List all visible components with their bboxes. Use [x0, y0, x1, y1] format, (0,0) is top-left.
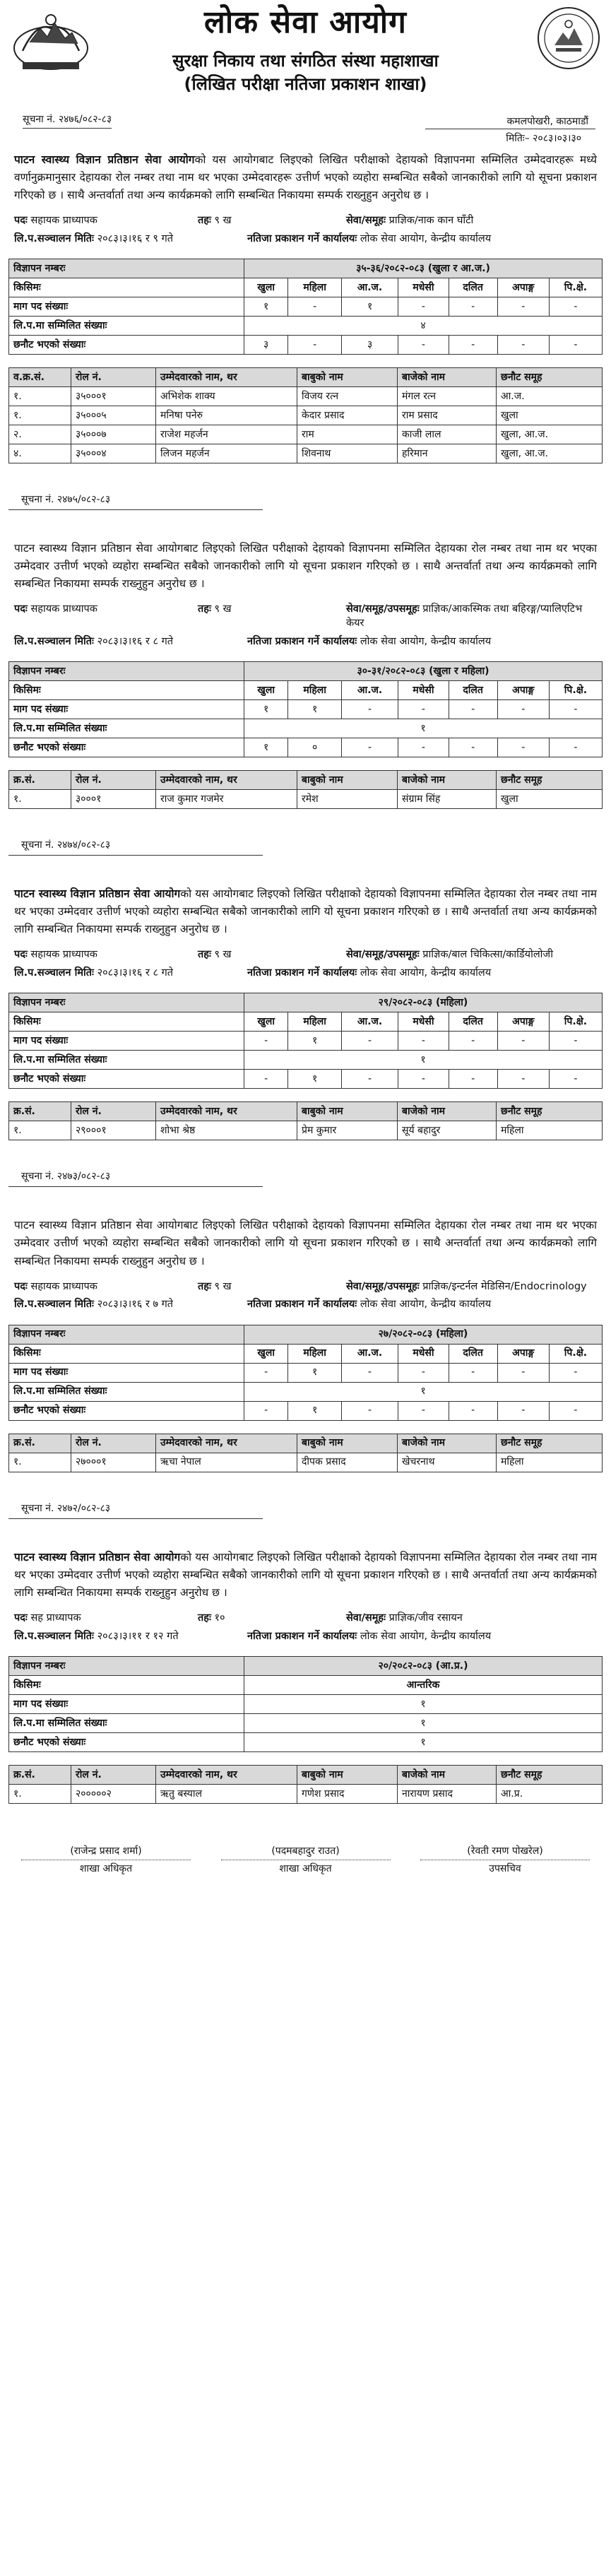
result-col-header: उम्मेदवारको नाम, थर	[156, 368, 297, 387]
demand-cell: -	[449, 1032, 497, 1051]
result-col-header: बाबुको नाम	[297, 1766, 398, 1785]
category-row	[9, 278, 603, 297]
selected-cell: -	[288, 336, 342, 355]
category-label: किसिमः	[9, 278, 244, 297]
result-col-header: छनौट समूह	[497, 1102, 603, 1121]
demand-cell: १	[244, 1695, 603, 1714]
result-col-header: रोल नं.	[71, 1434, 156, 1453]
group-cell: खुला	[497, 790, 603, 809]
grandfather-name-cell: मंगल रत्न	[398, 387, 497, 406]
org-branch: (लिखित परीक्षा नतिजा प्रकाशन शाखा)	[184, 74, 427, 94]
result-col-header: बाबुको नाम	[297, 1102, 398, 1121]
table-row	[9, 1453, 603, 1472]
result-col-header: रोल नं.	[71, 1766, 156, 1785]
ad-number-label: विज्ञापन नम्बरः	[9, 1325, 244, 1344]
demand-cell: -	[549, 700, 602, 719]
demand-cell: -	[398, 700, 449, 719]
advertisement-table	[8, 259, 603, 355]
result-table	[8, 367, 603, 463]
demand-cell: -	[244, 1032, 288, 1051]
attended-value: ४	[244, 317, 603, 336]
result-table	[8, 1434, 603, 1472]
notice-section	[0, 822, 611, 1140]
ad-number-label: विज्ञापन नम्बरः	[9, 259, 244, 278]
signature	[221, 1845, 391, 1876]
signatory-name: (पदमबहादुर राउत)	[221, 1845, 391, 1860]
demand-cell: -	[497, 700, 549, 719]
selected-row	[9, 336, 603, 355]
notice-section	[0, 476, 611, 809]
category-cell: दलित	[449, 681, 497, 700]
father-name-cell: विजय रत्न	[297, 387, 398, 406]
category-cell: खुला	[244, 681, 288, 700]
selected-cell: ३	[341, 336, 398, 355]
ad-number-row	[9, 1325, 603, 1344]
notice-meta	[8, 113, 603, 129]
demand-cell: -	[497, 297, 549, 317]
notice-date: मितिः– २०८३।०३।३०	[425, 129, 595, 150]
category-cell: पि.क्षे.	[549, 1344, 602, 1363]
ad-number-row	[9, 259, 603, 278]
post-info: पदः सहायक प्राध्यापक तहः ९ ख सेवा/समूह/उपसमूहः प्राज्ञिक/बाल चिकित्सा/कार्डियोलोजी	[14, 949, 553, 961]
signature-block	[0, 1816, 611, 1876]
notice-number: सूचना नं. २४७२/०८२-८३	[8, 1485, 263, 1519]
selected-label: छनौट भएको संख्याः	[9, 738, 244, 757]
category-label: किसिमः	[9, 1012, 244, 1032]
result-col-header: क्र.सं.	[9, 1766, 71, 1785]
roll-cell: ३५०००७	[71, 425, 156, 444]
grandfather-name-cell: काजी लाल	[398, 425, 497, 444]
candidate-name-cell: मनिषा पनेरु	[156, 406, 297, 425]
table-row	[9, 444, 603, 463]
category-cell: पि.क्षे.	[549, 278, 602, 297]
selected-cell: -	[398, 336, 449, 355]
group-cell: खुला, आ.ज.	[497, 444, 603, 463]
notice-number: सूचना नं. २४७४/०८२-८३	[8, 822, 263, 856]
category-row	[9, 1676, 603, 1695]
post-info: पदः सहायक प्राध्यापक तहः ९ ख सेवा/समूह/उपसमूहः प्राज्ञिक/इन्टर्नल मेडिसिन/Endocrinology	[14, 1280, 587, 1292]
category-cell: मधेसी	[398, 278, 449, 297]
result-col-header: बाजेको नाम	[398, 771, 497, 790]
advertisement-table	[8, 1325, 603, 1421]
father-name-cell: रमेश	[297, 790, 398, 809]
selected-cell: १	[288, 1401, 342, 1420]
candidate-name-cell: राजेश महर्जन	[156, 425, 297, 444]
notice-section	[0, 1153, 611, 1472]
category-cell: अपाङ्ग	[497, 1012, 549, 1032]
result-table	[8, 1101, 603, 1140]
category-cell: खुला	[244, 1344, 288, 1363]
attended-row	[9, 1051, 603, 1070]
demand-cell: -	[288, 297, 342, 317]
demand-cell: १	[341, 297, 398, 317]
demand-label: माग पद संख्याः	[9, 1695, 244, 1714]
candidate-name-cell: ऋतु बस्याल	[156, 1785, 297, 1804]
selected-cell: -	[341, 738, 398, 757]
father-name-cell: राम	[297, 425, 398, 444]
exam-info: लि.प.सञ्चालन मितिः २०८३।३।१६ र ९ गते नतिजा प्रकाशन गर्ने कार्यालयः लोक सेवा आयोग, केन्द्रीय कार्यालय	[14, 232, 492, 244]
notice-number: सूचना नं. २४७३/०८२-८३	[8, 1153, 263, 1187]
result-header-row	[9, 368, 603, 387]
demand-cell: १	[288, 1363, 342, 1382]
selected-cell: १	[244, 1733, 603, 1752]
category-cell: खुला	[244, 278, 288, 297]
ad-number-value: २९/२०८२-०८३ (महिला)	[244, 993, 603, 1012]
category-label: किसिमः	[9, 681, 244, 700]
org-title: लोक सेवा आयोग	[204, 4, 407, 40]
attended-row	[9, 317, 603, 336]
signatory-name: (रेवती रमण पोखरेल)	[420, 1845, 590, 1860]
demand-cell: १	[244, 700, 288, 719]
serial-cell: १.	[9, 406, 71, 425]
category-row	[9, 1344, 603, 1363]
selected-cell: -	[244, 1070, 288, 1089]
category-cell: अपाङ्ग	[497, 681, 549, 700]
attended-label: लि.प.मा सम्मिलित संख्याः	[9, 1382, 244, 1401]
exam-info: लि.प.सञ्चालन मितिः २०८३।३।१६ र ८ गते नतिजा प्रकाशन गर्ने कार्यालयः लोक सेवा आयोग, केन्द्रीय कार्यालय	[14, 635, 492, 647]
selected-cell: -	[244, 1401, 288, 1420]
attended-row	[9, 719, 603, 738]
result-col-header: क्र.सं.	[9, 1102, 71, 1121]
grandfather-name-cell: संग्राम सिंह	[398, 790, 497, 809]
result-col-header: छनौट समूह	[497, 771, 603, 790]
signature	[21, 1845, 191, 1876]
grandfather-name-cell: राम प्रसाद	[398, 406, 497, 425]
category-cell: दलित	[449, 1012, 497, 1032]
result-col-header: बाबुको नाम	[297, 771, 398, 790]
commission-seal-icon	[536, 6, 601, 71]
category-cell: अपाङ्ग	[497, 1344, 549, 1363]
result-col-header: उम्मेदवारको नाम, थर	[156, 1102, 297, 1121]
result-col-header: बाजेको नाम	[398, 368, 497, 387]
notice-body: पाटन स्वास्थ्य विज्ञान प्रतिष्ठान सेवा आयोगबाट लिइएको लिखित परीक्षाको देहायको विज्ञापनमा सम्मिलित देहायका रोल नम्बर तथा नाम थर भएका उम्मेदवार उत्तीर्ण भएको व्यहोरा सम्बन्धित सबैको जानकारीको लागि यो सूचना प्रकाशन गरिएको छ । साथै अन्तर्वार्ता तथा अन्य कार्यक्रमको लागि सम्बन्धित निकायमा सम्पर्क राख्नुहुन अनुरोध छ ।	[14, 1219, 597, 1268]
notice-body: पाटन स्वास्थ्य विज्ञान प्रतिष्ठान सेवा आयोगको यस आयोगबाट लिइएको लिखित परीक्षाको देहायको विज्ञापनमा सम्मिलित देहायका रोल नम्बर तथा नाम थर भएका उम्मेदवार उत्तीर्ण भएको व्यहोरा सम्बन्धित सबैको जानकारीको लागि यो सूचना प्रकाशन गरिएको छ । साथै अन्तर्वार्ता तथा अन्य कार्यक्रमको लागि सम्बन्धित निकायमा सम्पर्क राख्नुहुन अनुरोध छ ।	[14, 1550, 598, 1599]
father-name-cell: शिवनाथ	[297, 444, 398, 463]
attended-value: १	[244, 1051, 603, 1070]
advertisement-table	[8, 661, 603, 757]
selected-label: छनौट भएको संख्याः	[9, 1733, 244, 1752]
demand-cell: -	[398, 1363, 449, 1382]
selected-cell: १	[288, 1070, 342, 1089]
selected-cell: -	[497, 738, 549, 757]
selected-row	[9, 1070, 603, 1089]
roll-cell: ३५०००५	[71, 406, 156, 425]
advertisement-table	[8, 1656, 603, 1752]
ad-number-value: ३०-३१/२०८२-०८३ (खुला र महिला)	[244, 662, 603, 681]
attended-row	[9, 1382, 603, 1401]
category-cell: महिला	[288, 681, 342, 700]
result-col-header: उम्मेदवारको नाम, थर	[156, 1766, 297, 1785]
grandfather-name-cell: हरिमान	[398, 444, 497, 463]
result-header-row	[9, 1102, 603, 1121]
category-cell: आ.ज.	[341, 681, 398, 700]
serial-cell: २.	[9, 425, 71, 444]
notice-number: सूचना नं. २४७५/०८२-८३	[8, 476, 263, 510]
category-cell: आ.ज.	[341, 278, 398, 297]
category-cell: पि.क्षे.	[549, 1012, 602, 1032]
ad-number-value: २७/२०८२-०८३ (महिला)	[244, 1325, 603, 1344]
category-cell: महिला	[288, 278, 342, 297]
category-cell: दलित	[449, 1344, 497, 1363]
result-col-header: रोल नं.	[71, 1102, 156, 1121]
selected-row	[9, 1733, 603, 1752]
table-row	[9, 406, 603, 425]
post-info: पदः सह प्राध्यापक तहः १० सेवा/समूहः प्राज्ञिक/जीव रसायन	[14, 1612, 463, 1624]
notice-body: पाटन स्वास्थ्य विज्ञान प्रतिष्ठान सेवा आयोगको यस आयोगबाट लिइएको लिखित परीक्षाको देहायको विज्ञापनमा सम्मिलित उम्मेदवारहरू मध्ये वर्णानुक्रमानुसार देहायका रोल नम्बर तथा नाम थर भएका उम्मेदवारहरू उत्तीर्ण भएको व्यहोरा सम्बन्धित सबैको जानकारीको लागि यो सूचना प्रकाशन गरिएको छ । साथै अन्तर्वार्ता तथा अन्य कार्यक्रमको लागि सम्बन्धित निकायमा सम्पर्क राख्नुहुन अनुरोध छ ।	[14, 153, 597, 201]
selected-cell: -	[398, 1070, 449, 1089]
ad-number-row	[9, 662, 603, 681]
selected-cell: -	[497, 336, 549, 355]
demand-cell: -	[549, 1363, 602, 1382]
category-label: किसिमः	[9, 1676, 244, 1695]
result-col-header: उम्मेदवारको नाम, थर	[156, 1434, 297, 1453]
demand-row	[9, 1695, 603, 1714]
demand-cell: -	[497, 1363, 549, 1382]
demand-cell: १	[244, 297, 288, 317]
category-cell: आ.ज.	[341, 1012, 398, 1032]
result-col-header: बाजेको नाम	[398, 1102, 497, 1121]
attended-value: १	[244, 719, 603, 738]
selected-cell: ०	[288, 738, 342, 757]
result-col-header: छनौट समूह	[497, 368, 603, 387]
selected-cell: -	[549, 738, 602, 757]
grandfather-name-cell: नारायण प्रसाद	[398, 1785, 497, 1804]
group-cell: आ.ज.	[497, 387, 603, 406]
selected-cell: -	[549, 336, 602, 355]
selected-cell: ३	[244, 336, 288, 355]
table-row	[9, 790, 603, 809]
ad-number-row	[9, 993, 603, 1012]
attended-value: १	[244, 1714, 603, 1733]
group-cell: महिला	[497, 1121, 603, 1140]
demand-row	[9, 1032, 603, 1051]
selected-cell: -	[497, 1070, 549, 1089]
serial-cell: १.	[9, 1785, 71, 1804]
serial-cell: १.	[9, 1453, 71, 1472]
ad-number-label: विज्ञापन नम्बरः	[9, 993, 244, 1012]
demand-row	[9, 1363, 603, 1382]
roll-cell: २७०००१	[71, 1453, 156, 1472]
org-subtitle: सुरक्षा निकाय तथा संगठित संस्था महाशाखा	[172, 51, 439, 71]
serial-cell: १.	[9, 790, 71, 809]
category-label: किसिमः	[9, 1344, 244, 1363]
result-col-header: बाबुको नाम	[297, 1434, 398, 1453]
result-col-header: व.क्र.सं.	[9, 368, 71, 387]
selected-cell: -	[398, 1401, 449, 1420]
demand-label: माग पद संख्याः	[9, 1363, 244, 1382]
table-row	[9, 425, 603, 444]
result-col-header: छनौट समूह	[497, 1434, 603, 1453]
selected-label: छनौट भएको संख्याः	[9, 1070, 244, 1089]
attended-label: लि.प.मा सम्मिलित संख्याः	[9, 1051, 244, 1070]
category-cell: दलित	[449, 278, 497, 297]
category-cell: आन्तरिक	[244, 1676, 603, 1695]
demand-cell: -	[497, 1032, 549, 1051]
selected-cell: -	[341, 1401, 398, 1420]
roll-cell: ३५०००१	[71, 387, 156, 406]
result-table	[8, 770, 603, 809]
ad-number-value: २०/२०८२-०८३ (आ.प्र.)	[244, 1657, 603, 1676]
ad-number-label: विज्ञापन नम्बरः	[9, 1657, 244, 1676]
attended-row	[9, 1714, 603, 1733]
candidate-name-cell: ऋचा नेपाल	[156, 1453, 297, 1472]
selected-cell: -	[341, 1070, 398, 1089]
category-row	[9, 1012, 603, 1032]
father-name-cell: केदार प्रसाद	[297, 406, 398, 425]
demand-cell: १	[288, 1032, 342, 1051]
result-col-header: रोल नं.	[71, 368, 156, 387]
roll-cell: ३५०००४	[71, 444, 156, 463]
grandfather-name-cell: सूर्य बहादुर	[398, 1121, 497, 1140]
notice-body: पाटन स्वास्थ्य विज्ञान प्रतिष्ठान सेवा आयोगबाट लिइएको लिखित परीक्षाको देहायको विज्ञापनमा सम्मिलित देहायका रोल नम्बर तथा नाम थर भएका उम्मेदवार उत्तीर्ण भएको व्यहोरा सम्बन्धित सबैको जानकारीको लागि यो सूचना प्रकाशन गरिएको छ । साथै अन्तर्वार्ता तथा अन्य कार्यक्रमको लागि सम्बन्धित निकायमा सम्पर्क राख्नुहुन अनुरोध छ ।	[14, 542, 597, 591]
category-cell: खुला	[244, 1012, 288, 1032]
category-cell: मधेसी	[398, 1344, 449, 1363]
selected-cell: -	[449, 1401, 497, 1420]
office-place: कमलपोखरी, काठमाडौं	[506, 116, 588, 127]
roll-cell: २९०००१	[71, 1121, 156, 1140]
selected-cell: -	[449, 738, 497, 757]
demand-cell: -	[549, 1032, 602, 1051]
category-cell: महिला	[288, 1012, 342, 1032]
group-cell: आ.प्र.	[497, 1785, 603, 1804]
notice-section	[0, 1485, 611, 1804]
roll-cell: ३०००१	[71, 790, 156, 809]
notice-body: पाटन स्वास्थ्य विज्ञान प्रतिष्ठान सेवा आयोगको यस आयोगबाट लिइएको लिखित परीक्षाको देहायको विज्ञापनमा सम्मिलित देहायका रोल नम्बर तथा नाम थर भएका उम्मेदवार उत्तीर्ण भएको व्यहोरा सम्बन्धित सबैको जानकारीको लागि यो सूचना प्रकाशन गरिएको छ । साथै अन्तर्वार्ता तथा अन्य कार्यक्रमको लागि सम्बन्धित निकायमा सम्पर्क राख्नुहुन अनुरोध छ ।	[14, 887, 598, 936]
ad-number-label: विज्ञापन नम्बरः	[9, 662, 244, 681]
attended-label: लि.प.मा सम्मिलित संख्याः	[9, 317, 244, 336]
result-header-row	[9, 1434, 603, 1453]
selected-cell: १	[244, 738, 288, 757]
selected-row	[9, 1401, 603, 1420]
demand-cell: -	[341, 1363, 398, 1382]
serial-cell: ४.	[9, 444, 71, 463]
exam-info: लि.प.सञ्चालन मितिः २०८३।३।११ र १२ गते नतिजा प्रकाशन गर्ने कार्यालयः लोक सेवा आयोग, केन्द्रीय कार्यालय	[14, 1630, 492, 1642]
category-cell: मधेसी	[398, 1012, 449, 1032]
attended-label: लि.प.मा सम्मिलित संख्याः	[9, 1714, 244, 1733]
demand-row	[9, 700, 603, 719]
ad-number-row	[9, 1657, 603, 1676]
category-cell: महिला	[288, 1344, 342, 1363]
grandfather-name-cell: खेचरनाथ	[398, 1453, 497, 1472]
demand-label: माग पद संख्याः	[9, 1032, 244, 1051]
signatory-name: (राजेन्द्र प्रसाद शर्मा)	[21, 1845, 191, 1860]
exam-info: लि.प.सञ्चालन मितिः २०८३।३।१६ र ७ गते नतिजा प्रकाशन गर्ने कार्यालयः लोक सेवा आयोग, केन्द्रीय कार्यालय	[14, 1299, 492, 1311]
result-col-header: छनौट समूह	[497, 1766, 603, 1785]
demand-cell: -	[341, 1032, 398, 1051]
table-row	[9, 1121, 603, 1140]
result-col-header: बाबुको नाम	[297, 368, 398, 387]
selected-cell: -	[398, 738, 449, 757]
notice-number: सूचना नं. २४७६/०८२-८३	[23, 113, 112, 129]
signature	[420, 1845, 590, 1876]
result-header-row	[9, 771, 603, 790]
exam-info: लि.प.सञ्चालन मितिः २०८३।३।१६ र ८ गते नतिजा प्रकाशन गर्ने कार्यालयः लोक सेवा आयोग, केन्द्रीय कार्यालय	[14, 967, 492, 979]
selected-row	[9, 738, 603, 757]
candidate-name-cell: शोभा श्रेष्ठ	[156, 1121, 297, 1140]
demand-row	[9, 297, 603, 317]
result-col-header: रोल नं.	[71, 771, 156, 790]
result-col-header: बाजेको नाम	[398, 1434, 497, 1453]
demand-cell: -	[449, 297, 497, 317]
demand-label: माग पद संख्याः	[9, 700, 244, 719]
roll-cell: २०००००२	[71, 1785, 156, 1804]
category-cell: आ.ज.	[341, 1344, 398, 1363]
candidate-name-cell: राज कुमार गजमेर	[156, 790, 297, 809]
group-cell: महिला	[497, 1453, 603, 1472]
demand-cell: -	[244, 1363, 288, 1382]
result-col-header: उम्मेदवारको नाम, थर	[156, 771, 297, 790]
result-col-header: बाजेको नाम	[398, 1766, 497, 1785]
table-row	[9, 1785, 603, 1804]
demand-cell: -	[398, 1032, 449, 1051]
group-cell: खुला	[497, 406, 603, 425]
post-info: पदः सहायक प्राध्यापक तहः ९ ख सेवा/समूहः प्राज्ञिक/नाक कान घाँटी	[14, 215, 474, 227]
post-info: पदः सहायक प्राध्यापक तहः ९ ख सेवा/समूह/उपसमूहः प्राज्ञिक/आकस्मिक तथा बहिरङ्ग/प्यालिएटिभ केयर	[14, 603, 583, 630]
table-row	[9, 387, 603, 406]
selected-label: छनौट भएको संख्याः	[9, 1401, 244, 1420]
signatory-designation: शाखा अधिकृत	[79, 1863, 133, 1875]
notice-section	[0, 113, 611, 463]
demand-cell: -	[449, 700, 497, 719]
demand-cell: १	[288, 700, 342, 719]
category-cell: पि.क्षे.	[549, 681, 602, 700]
attended-label: लि.प.मा सम्मिलित संख्याः	[9, 719, 244, 738]
advertisement-table	[8, 993, 603, 1089]
header	[0, 0, 611, 106]
serial-cell: १.	[9, 387, 71, 406]
demand-cell: -	[549, 297, 602, 317]
selected-cell: -	[549, 1401, 602, 1420]
serial-cell: १.	[9, 1121, 71, 1140]
selected-label: छनौट भएको संख्याः	[9, 336, 244, 355]
selected-cell: -	[449, 1070, 497, 1089]
signatory-designation: उपसचिव	[489, 1863, 521, 1875]
father-name-cell: गणेश प्रसाद	[297, 1785, 398, 1804]
result-col-header: क्र.सं.	[9, 1434, 71, 1453]
demand-label: माग पद संख्याः	[9, 297, 244, 317]
father-name-cell: प्रेम कुमार	[297, 1121, 398, 1140]
category-row	[9, 681, 603, 700]
category-cell: मधेसी	[398, 681, 449, 700]
category-cell: अपाङ्ग	[497, 278, 549, 297]
demand-cell: -	[449, 1363, 497, 1382]
demand-cell: -	[398, 297, 449, 317]
attended-value: १	[244, 1382, 603, 1401]
result-header-row	[9, 1766, 603, 1785]
father-name-cell: दीपक प्रसाद	[297, 1453, 398, 1472]
group-cell: खुला, आ.ज.	[497, 425, 603, 444]
candidate-name-cell: लिजन महर्जन	[156, 444, 297, 463]
selected-cell: -	[549, 1070, 602, 1089]
candidate-name-cell: अभिशेक शाक्य	[156, 387, 297, 406]
result-col-header: क्र.सं.	[9, 771, 71, 790]
result-table	[8, 1765, 603, 1804]
demand-cell: -	[341, 700, 398, 719]
selected-cell: -	[449, 336, 497, 355]
selected-cell: -	[497, 1401, 549, 1420]
ad-number-value: ३५-३६/२०८२-०८३ (खुला र आ.ज.)	[244, 259, 603, 278]
signatory-designation: शाखा अधिकृत	[279, 1863, 332, 1875]
